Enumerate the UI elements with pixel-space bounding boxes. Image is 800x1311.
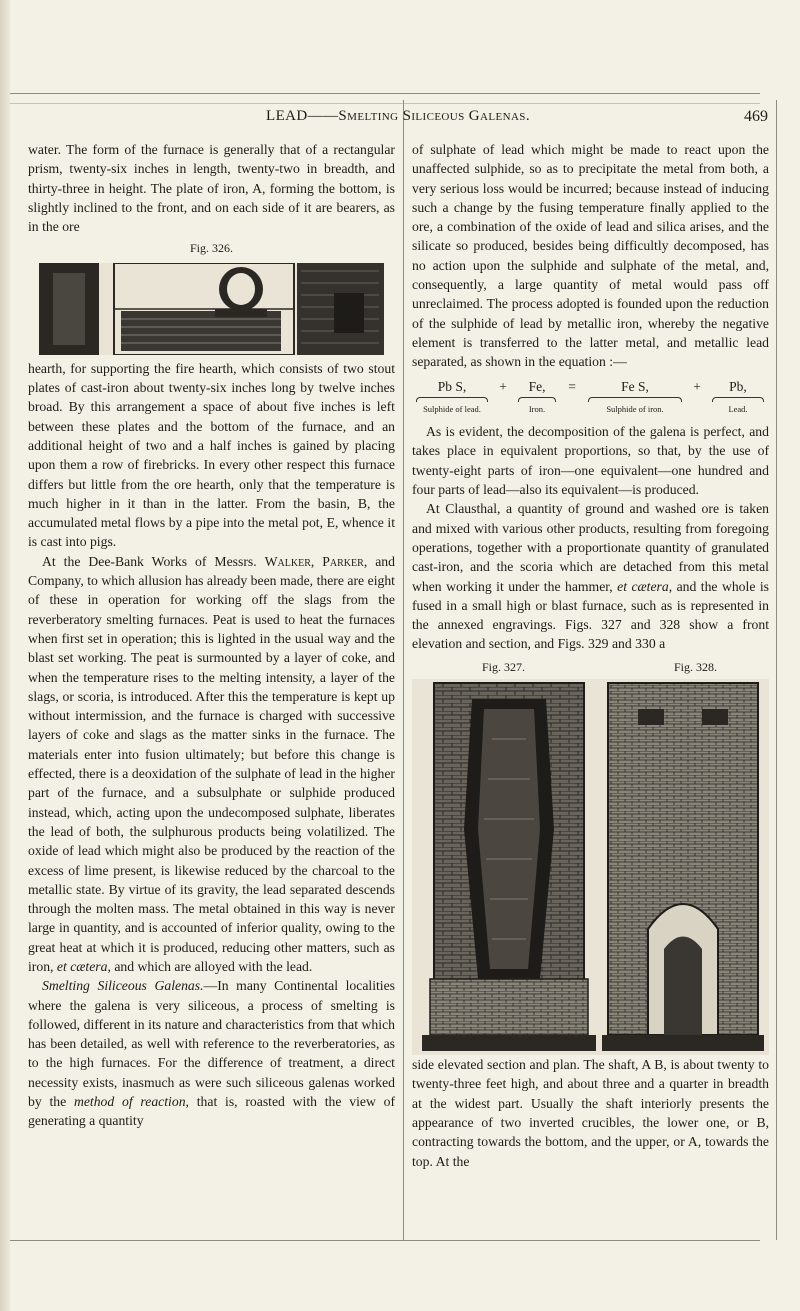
page-header (28, 104, 768, 128)
eq-term-iron-sulphide: Fe S, (621, 378, 649, 394)
bottom-rule (10, 1240, 760, 1241)
eq-equals: = (568, 378, 576, 394)
chemical-equation (412, 377, 769, 420)
eq-plus: + (499, 378, 507, 394)
section-title: Smelting Siliceous Galenas. (42, 978, 204, 994)
paragraph: hearth, for supporting the fire hearth, which consists of two stout plates of cast-iron about twenty-six inches long by twelve inches broad. By this arrangement a space of about five inches is left between these plates and the bottom of the furnace, and an additional height of two and a half inches is gained by placing upon them a row of firebricks. In every other respect this furnace differs but little from the ore hearth, only that the temperature is much higher in it than in the latter. From the basin, B, the accumulated metal flows by a pipe into the metal pot, E, whence it is cast into pigs. (28, 360, 395, 550)
eq-label: Lead. (728, 403, 748, 414)
eq-label: Iron. (528, 403, 546, 414)
figure-328-caption: Fig. 328. (673, 659, 717, 674)
figure-327-caption: Fig. 327. (482, 659, 526, 674)
eq-label: Sulphide of iron. (606, 403, 664, 414)
top-rule (10, 93, 760, 94)
eq-term-lead-sulphide: Pb S, (437, 378, 467, 394)
paragraph: Smelting Siliceous Galenas.—In many Continental localities where the galena is very siliceous, a process of smelting is followed, different in its nature and characteristics from that which has been detailed, as well with reference to the reverberatories, as to the high furnaces. For the difference of treatment, a direct necessity exists, inasmuch as were such siliceous galenas worked by the method of reaction, that is, roasted with the view of generating a quantity (28, 978, 396, 1129)
paragraph: of sulphate of lead which might be made to react upon the unaffected sulphide, so as to precipitate the metal from both, a very serious loss would be incurred; because instead of inducing such a change by the fusing temperature finally applied to the ore, a combination of the oxide of lead and silica arises, and the silicate so produced, besides being difficultly decomposed, has no action upon the sulphide and sulphate of the metal, and, consequently, a large quantity of metal would pass off unreclaimed. The process adopted is founded upon the reduction of the sulphide of lead by metallic iron, whereby the negative element is transferred to the latter metal, and metallic lead separated, as shown in the equation :— (412, 142, 769, 370)
eq-term-iron: Fe, (528, 378, 546, 394)
eq-term-lead: Pb, (729, 378, 747, 394)
figure-326-caption: Fig. 326. (189, 241, 233, 256)
paragraph: As is evident, the decomposition of the galena is perfect, and takes place in equivalent proportions, so that, by the use of twenty-eight parts of iron—one equivalent—one hundred and four parts of lead—also its equivalent—is produced. (412, 424, 769, 498)
book-spine-shadow (0, 0, 10, 1311)
running-head: LEAD——Smelting Siliceous Galenas. (266, 108, 530, 124)
figure-327-328-blast-furnace (412, 679, 769, 1055)
paragraph: At Clausthal, a quantity of ground and washed ore is taken and mixed with various other products, resulting from foregoing operations, together with a proportionate quantity of granulated cast-iron, and the scoria which are detached from this metal when working it under the hammer, et cætera, and the whole is fused in a small high or blast furnace, such as is represented in the annexed engravings. Figs. 327 and 328 show a front elevation and section, and Figs. 329 and 330 a (412, 501, 769, 652)
eq-label: Sulphide of lead. (423, 403, 481, 414)
column-divider (403, 100, 404, 1240)
figure-326-furnace-section (39, 263, 384, 355)
paragraph: At the Dee-Bank Works of Messrs. Walker, Parker, and Company, to which allusion has already been made, there are eight of these in operation for working off the slags from the reverberatory smelting furnaces. Peat is used to heat the furnaces when first set in operation; this is lighted in the usual way and the blast set working. The peat is surmounted by a layer of coke, and when the temperature rises to the melting intensity, a layer of the slags, or scoria, is introduced. After this the temperature is kept up without intermission, and the furnace is charged with successive layers of coke and slags as the matter sinks in the furnace. The materials enter into fusion ultimately; but before this change is effected, there is a deoxidation of the sulphate of lead in the higher part of the furnace, and a subsulphate or sulphide produced instead, which, acting upon the undecomposed sulphate, liberates the lead of both, the sulphurous products being volatilized. The oxide of lead which might also be produced by the reaction of the excess of lime present, is likewise reduced by the charcoal to the metallic state. By virtue of its gravity, the lead separated descends through the molten mass. The metal obtained in this way is never large in quantity, and is accounted of inferior quality, owing to the great heat at which it is produced, reducing other matters, such as iron, et cætera, and which are alloyed with the lead. (28, 553, 395, 974)
eq-plus: + (693, 378, 701, 394)
page-number: 469 (744, 108, 768, 125)
paragraph: side elevated section and plan. The shaft, A B, is about twenty to twenty-three feet high, and about three and a quarter in breadth at the widest part. Usually the shaft interiorly presents the appearance of two inverted crucibles, the lower one, or B, contracting towards the bottom, and the upper, or A, towards the top. At the (412, 1057, 769, 1169)
name-parker: Parker (322, 553, 364, 569)
right-column (412, 140, 769, 1171)
left-column (28, 140, 395, 1131)
paragraph: water. The form of the furnace is generally that of a rectangular prism, twenty-six inches in length, twenty-two in breadth, and thirty-three in height. The plate of iron, A, forming the bottom, is slightly inclined to the front, and on each side of it are bearers, as in the ore (28, 142, 395, 235)
right-margin-rule (776, 100, 777, 1240)
name-walker: Walker (264, 553, 311, 569)
